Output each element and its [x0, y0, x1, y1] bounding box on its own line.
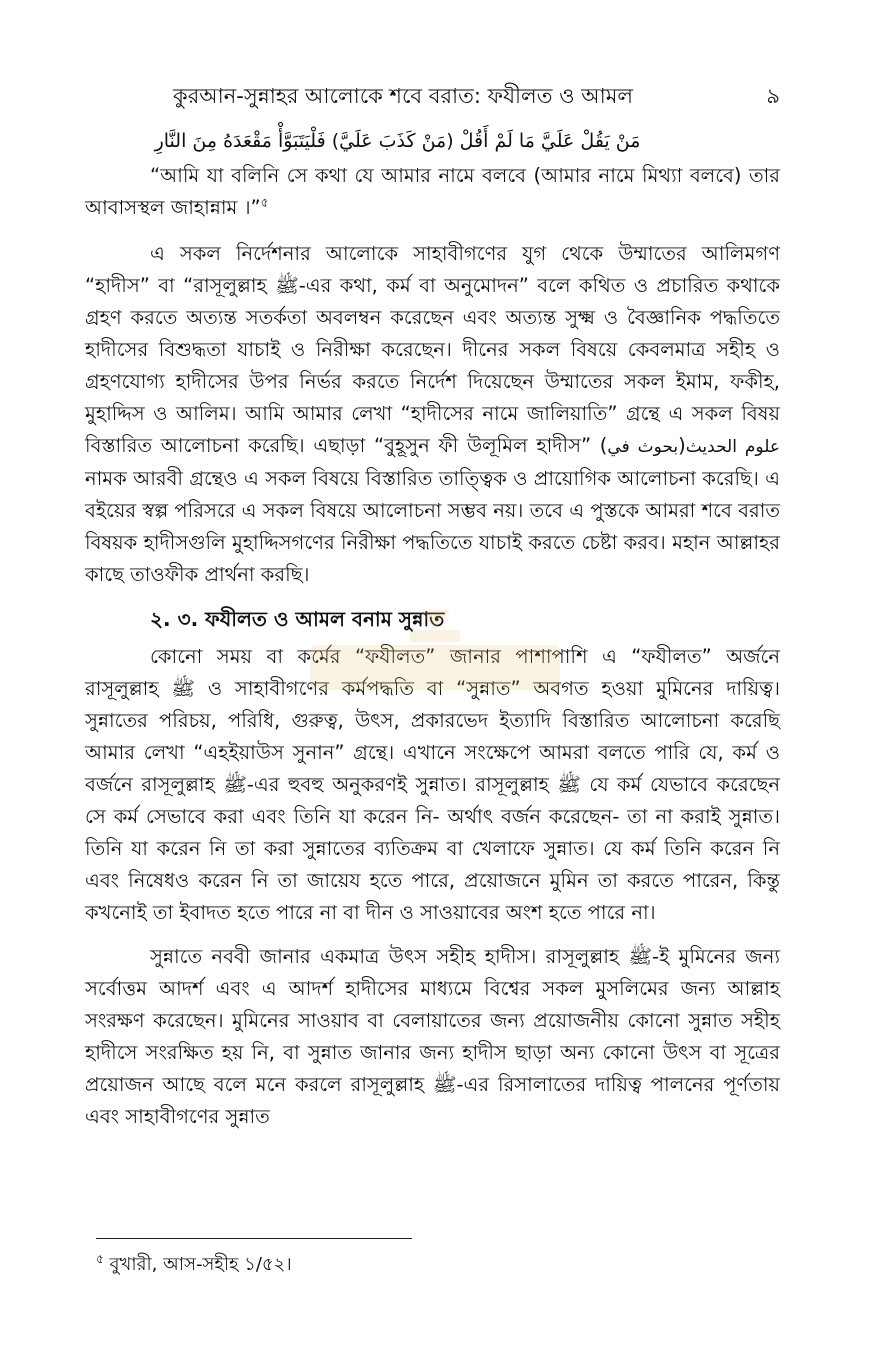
paragraph-sunnah-source: সুন্নাতে নববী জানার একমাত্র উৎস সহীহ হাদীস। রাসূলুল্লাহ ﷺ-ই মুমিনের জন্য সর্বোত্তম আদর্শ এবং এ আদর্শ হাদীসের মাধ্যমে বিশ্বের সকল মুসলিমের জন্য আল্লাহ সংরক্ষণ করেছেন। মুমিনের সাওয়াব বা বেলায়াতের জন্য প্রয়োজনীয় কোনো সুন্নাত সহীহ হাদীসে সংরক্ষিত হয় নি, বা সুন্নাত জানার জন্য হাদীস ছাড়া অন্য কোনো উৎস বা সূত্রের প্রয়োজন আছে বলে মনে করলে রাসূলুল্লাহ ﷺ-এর রিসালাতের দায়িত্ব পালনের পূর্ণতায় এবং সাহাবীগণের সুন্নাত — [85, 945, 780, 1128]
quote-text: “আমি যা বলিনি সে কথা যে আমার নামে বলবে (আমার নামে মিথ্যা বলবে) তার আবাসস্থল জাহান্নাম ।” — [85, 164, 780, 219]
footnote-divider — [96, 1238, 412, 1239]
para1-part2: ) — [678, 434, 686, 457]
para1-part1: এ সকল নির্দেশনার আলোকে সাহাবীগণের যুগ থেকে উম্মাতের আলিমগণ “হাদীস” বা “রাসূলুল্লাহ ﷺ-এর কথা, কর্ম বা অনুমোদন” বলে কথিত ও প্রচারিত কথাকে গ্রহণ করতে অত্যন্ত সতর্কতা অবলম্বন করেছেন এবং অত্যন্ত সুক্ষ্ম ও বৈজ্ঞানিক পদ্ধতিতে হাদীসের বিশুদ্ধতা যাচাই ও নিরীক্ষা করেছেন। দীনের সকল বিষয়ে কেবলমাত্র সহীহ ও গ্রহণযোগ্য হাদীসের উপর নির্ভর করতে নির্দেশ দিয়েছেন উম্মাতের সকল ইমাম, ফকীহ, মুহাদ্দিস ও আলিম। আমি আমার লেখা “হাদীসের নামে জালিয়াতি” গ্রন্থে এ সকল বিষয় বিস্তারিত আলোচনা করেছি। এছাড়া “বুহূসুন ফী উলূমিল হাদীস” ( — [85, 242, 780, 457]
book-page — [85, 78, 780, 1133]
footnote — [96, 1252, 292, 1278]
running-header — [85, 78, 780, 114]
section-heading: ২. ৩. ফযীলত ও আমল বনাম সুন্নাত — [150, 607, 445, 631]
footnote-text: বুখারী, আস-সহীহ ১/৫২। — [109, 1254, 292, 1275]
para1-part3: নামক আরবী গ্রন্থেও এ সকল বিষয়ে বিস্তারিত তাত্ত্বিক ও প্রায়োগিক আলোচনা করেছি। এ বইয়ের স্বল্প পরিসরে এ সকল বিষয়ে আলোচনা সম্ভব নয়। তবে এ পুস্তকে আমরা শবে বরাত বিষয়ক হাদীসগুলি মুহাদ্দিসগণের নিরীক্ষা পদ্ধতিতে যাচাই করতে চেষ্টা করব। মহান আল্লাহর কাছে তাওফীক প্রার্থনা করছি। — [85, 467, 780, 586]
hadith-translation — [85, 160, 780, 224]
footnote-reference: ৫ — [260, 195, 269, 210]
header-title: কুরআন-সুন্নাহর আলোকে শবে বরাত: ফযীলত ও আমল — [173, 84, 634, 108]
page-number: ৯ — [766, 84, 780, 108]
arabic-book-title-part2: علوم الحديث — [685, 437, 780, 457]
paragraph-fazilat-sunnah: কোনো সময় বা কর্মের “ফযীলত” জানার পাশাপাশি এ “ফযীলত” অর্জনে রাসূলুল্লাহ ﷺ ও সাহাবীগণের কর্মপদ্ধতি বা “সুন্নাত” অবগত হওয়া মুমিনের দায়িত্ব। সুন্নাতের পরিচয়, পরিধি, গুরুত্ব, উৎস, প্রকারভেদ ইত্যাদি বিস্তারিত আলোচনা করেছি আমার লেখা “এহইয়াউস সুনান” গ্রন্থে। এখানে সংক্ষেপে আমরা বলতে পারি যে, কর্ম ও বর্জনে রাসূলুল্লাহ ﷺ-এর হুবহু অনুকরণই সুন্নাত। রাসূলুল্লাহ ﷺ যে কর্ম যেভাবে করেছেন সে কর্ম সেভাবে করা এবং তিনি যা করেন নি- অর্থাৎ বর্জন করেছেন- তা না করাই সুন্নাত। তিনি যা করেন নি তা করা সুন্নাতের ব্যতিক্রম বা খেলাফে সুন্নাত। যে কর্ম তিনি করেন নি এবং নিষেধও করেন নি তা জায়েয হতে পারে, প্রয়োজনে মুমিন তা করতে পারেন, কিন্তু কখনোই তা ইবাদত হতে পারে না বা দীন ও সাওয়াবের অংশ হতে পারে না। — [85, 645, 781, 924]
footnote-marker: ৫ — [96, 1252, 104, 1266]
arabic-hadith-text: مَنْ يَقُلْ عَلَيَّ مَا لَمْ أَقُلْ (مَنْ كَذَبَ عَلَيَّ) فَلْيَتَبَوَّأْ مَقْعَدَهُ مِنَ النَّارِ — [154, 130, 641, 152]
paragraph-hadith-verification — [85, 238, 780, 591]
arabic-book-title-part1: بحوث في — [607, 437, 679, 457]
